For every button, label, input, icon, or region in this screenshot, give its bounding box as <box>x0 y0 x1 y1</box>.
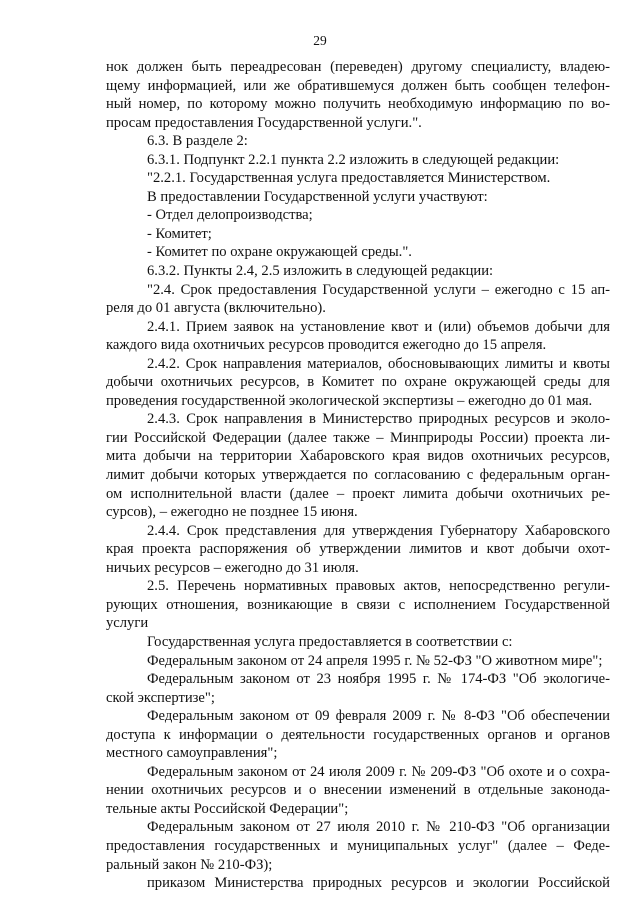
text-line: ральный закон № 210-ФЗ); <box>106 856 273 873</box>
text-line: 6.3.2. Пункты 2.4, 2.5 изложить в следующей редакции: <box>147 263 494 280</box>
text-line: местного самоуправления"; <box>106 745 278 762</box>
text-line: реля до 01 августа (включительно). <box>106 300 326 317</box>
text-line: доступа к информации о деятельности государственных органов и органов <box>106 726 610 743</box>
text-line: сурсов), – ежегодно не позднее 15 июня. <box>106 504 358 521</box>
text-line: нок должен быть переадресован (переведен) другому специалисту, владею- <box>106 59 610 75</box>
text-line: ный номер, по которому можно получить необходимую информацию по во- <box>106 96 610 113</box>
text-line: Государственная услуга предоставляется в соответствии с: <box>147 633 513 650</box>
text-line: ничьих ресурсов – ежегодно до 31 июля. <box>106 559 359 576</box>
text-line: - Комитет; <box>147 225 212 242</box>
text-line: края проекта распоряжения об утверждении лимитов и квот добычи охот- <box>106 541 610 558</box>
text-line: услуги <box>106 615 149 632</box>
document-body <box>106 58 610 893</box>
page-number: 29 <box>313 33 327 48</box>
text-line: Федеральным законом от 23 ноября 1995 г. № 174-ФЗ "Об экологиче- <box>147 671 610 688</box>
text-line: Федеральным законом от 24 апреля 1995 г. № 52-ФЗ "О животном мире"; <box>147 652 603 669</box>
text-line: Федеральным законом от 09 февраля 2009 г. № 8-ФЗ "Об обеспечении <box>147 708 610 725</box>
text-line: каждого вида охотничьих ресурсов проводится ежегодно до 15 апреля. <box>106 337 547 354</box>
text-line: щему информацией, или же обратившемуся должен быть сообщен телефон- <box>106 77 610 94</box>
text-line: тельные акты Российской Федерации"; <box>106 800 349 817</box>
text-line: лимит добычи которых утверждается по согласованию с федеральным орган- <box>106 467 610 484</box>
text-line: Федеральным законом от 24 июля 2009 г. № 209-ФЗ "Об охоте и о сохра- <box>147 763 610 780</box>
text-line: "2.4. Срок предоставления Государственной услуги – ежегодно с 15 ап- <box>147 281 610 298</box>
text-line: 6.3.1. Подпункт 2.2.1 пункта 2.2 изложить в следующей редакции: <box>147 151 560 168</box>
text-line: "2.2.1. Государственная услуга предоставляется Министерством. <box>147 170 551 187</box>
text-line: 2.4.2. Срок направления материалов, обосновывающих лимиты и квоты <box>147 355 610 372</box>
text-line: приказом Министерства природных ресурсов и экологии Российской <box>147 875 610 892</box>
text-line: просам предоставления Государственной услуги.". <box>106 114 422 131</box>
text-line: предоставления государственных и муниципальных услуг" (далее – Феде- <box>106 837 610 854</box>
text-line: 2.4.3. Срок направления в Министерство природных ресурсов и эколо- <box>147 411 610 428</box>
text-line: В предоставлении Государственной услуги участвуют: <box>147 188 488 205</box>
text-line: рующих отношения, возникающие в связи с исполнением Государственной <box>106 596 610 613</box>
text-line: 6.3. В разделе 2: <box>147 133 248 150</box>
text-line: ской экспертизе"; <box>106 689 215 706</box>
text-line: проведения государственной экологической экспертизы – ежегодно до 01 мая. <box>106 392 593 409</box>
text-line: нении охотничьих ресурсов и о внесении изменений в отдельные законода- <box>106 782 610 799</box>
text-line: - Комитет по охране окружающей среды.". <box>147 244 412 261</box>
text-line: - Отдел делопроизводства; <box>147 207 313 224</box>
text-line: ом исполнительной власти (далее – проект лимита добычи охотничьих ре- <box>106 485 610 502</box>
text-line: добычи охотничьих ресурсов, в Комитет по охране окружающей среды для <box>106 374 610 391</box>
text-line: мита добычи на территории Хабаровского края видов охотничьих ресурсов, <box>106 448 610 465</box>
text-line: 2.5. Перечень нормативных правовых актов, непосредственно регули- <box>147 578 610 595</box>
text-line: гии Российской Федерации (далее также – Минприроды России) проекта ли- <box>106 429 610 446</box>
text-line: Федеральным законом от 27 июля 2010 г. № 210-ФЗ "Об организации <box>147 819 610 836</box>
text-line: 2.4.4. Срок представления для утверждения Губернатору Хабаровского <box>147 522 610 539</box>
text-line: 2.4.1. Прием заявок на установление квот и (или) объемов добычи для <box>147 318 610 335</box>
